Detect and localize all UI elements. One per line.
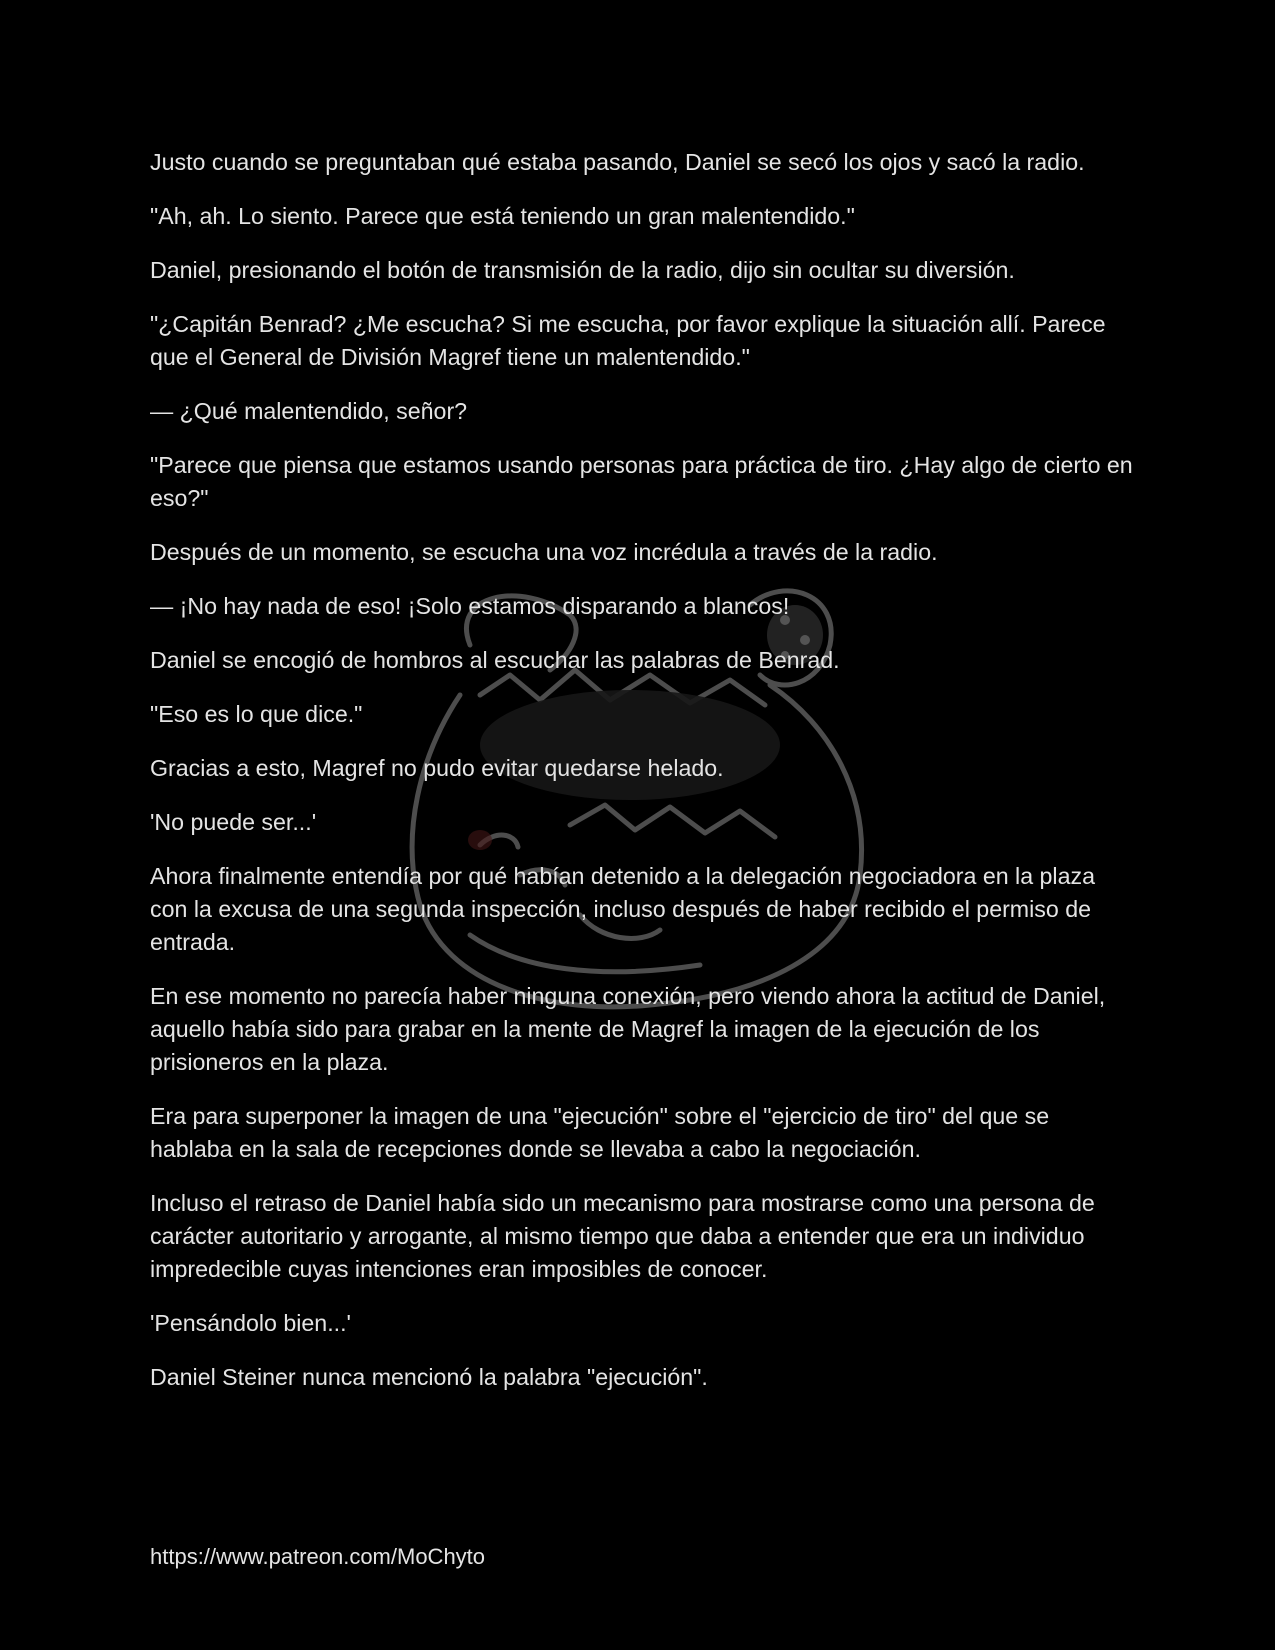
story-text bbox=[150, 146, 1135, 1415]
paragraph: Daniel, presionando el botón de transmisión de la radio, dijo sin ocultar su diversión. bbox=[150, 257, 1015, 283]
paragraph: — ¿Qué malentendido, señor? bbox=[150, 398, 468, 424]
paragraph: En ese momento no parecía haber ninguna conexión, pero viendo ahora la actitud de Daniel, aquello había sido para grabar en la mente de Magref la imagen de la ejecución de los prisioneros en la plaza. bbox=[150, 983, 1106, 1075]
paragraph: "Parece que piensa que estamos usando personas para práctica de tiro. ¿Hay algo de cierto en eso?" bbox=[150, 452, 1133, 511]
paragraph: 'No puede ser...' bbox=[150, 809, 317, 835]
paragraph: Después de un momento, se escucha una voz incrédula a través de la radio. bbox=[150, 539, 938, 565]
paragraph: — ¡No hay nada de eso! ¡Solo estamos disparando a blancos! bbox=[150, 593, 790, 619]
paragraph: Justo cuando se preguntaban qué estaba pasando, Daniel se secó los ojos y sacó la radio. bbox=[150, 149, 1085, 175]
patreon-link[interactable]: https://www.patreon.com/MoChyto bbox=[150, 1544, 486, 1569]
paragraph: "¿Capitán Benrad? ¿Me escucha? Si me escucha, por favor explique la situación allí. Parece que el General de División Magref tiene un malentendido." bbox=[150, 311, 1106, 370]
paragraph: Era para superponer la imagen de una "ejecución" sobre el "ejercicio de tiro" del que se hablaba en la sala de recepciones donde se llevaba a cabo la negociación. bbox=[150, 1103, 1050, 1162]
paragraph: "Eso es lo que dice." bbox=[150, 701, 363, 727]
paragraph: Incluso el retraso de Daniel había sido un mecanismo para mostrarse como una persona de carácter autoritario y arrogante, al mismo tiempo que daba a entender que era un individuo impredecible cuyas intenciones eran imposibles de conocer. bbox=[150, 1190, 1095, 1282]
paragraph: Gracias a esto, Magref no pudo evitar quedarse helado. bbox=[150, 755, 724, 781]
paragraph: Daniel Steiner nunca mencionó la palabra "ejecución". bbox=[150, 1364, 708, 1390]
paragraph: "Ah, ah. Lo siento. Parece que está teniendo un gran malentendido." bbox=[150, 203, 855, 229]
paragraph: 'Pensándolo bien...' bbox=[150, 1310, 351, 1336]
paragraph: Ahora finalmente entendía por qué habían detenido a la delegación negociadora en la plaza con la excusa de una segunda inspección, incluso después de haber recibido el permiso de entrada. bbox=[150, 863, 1095, 955]
paragraph: Daniel se encogió de hombros al escuchar las palabras de Benrad. bbox=[150, 647, 840, 673]
